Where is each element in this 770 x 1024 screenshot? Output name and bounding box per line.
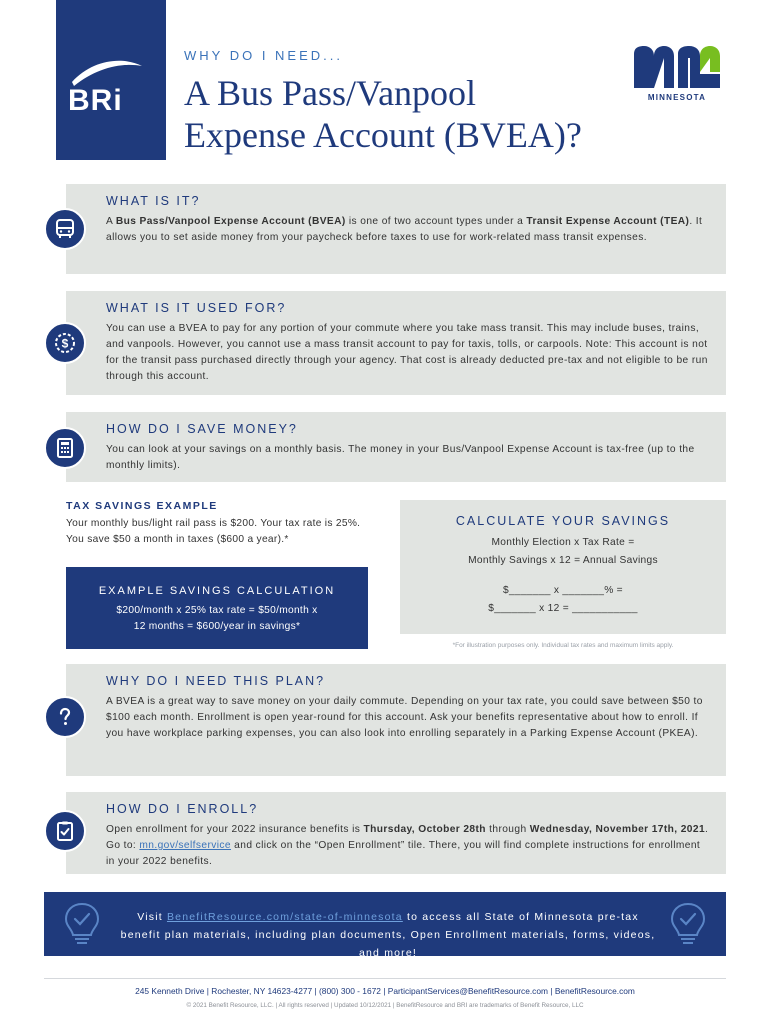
why-need-panel: [66, 664, 726, 776]
why-need-body: A BVEA is a great way to save money on your daily commute. Depending on your tax rate, you could save between $50 to $100 each month. Enrollment is open year-round for this account. Ask your benefits representative about how to enroll. If you have workplace parking expenses, you can also look into enrolling separately in a Parking Expense Account (PKEA).: [106, 696, 703, 739]
title-line-1: A Bus Pass/Vanpool: [184, 73, 477, 113]
question-mark-icon: [44, 696, 86, 738]
bold-segment: Bus Pass/Vanpool Expense Account (BVEA): [115, 216, 346, 227]
minnesota-logo-icon: [632, 44, 722, 90]
bri-logo: BRi: [68, 84, 123, 117]
used-for-body: You can use a BVEA to pay for any portion of your commute where you take mass transit. This may include buses, trains, and vanpools. However, you cannot use a mass transit account to pay for taxis, tolls, or carpools. Note: This account is not for the transit pass purchased directly through your agency. That cost is already deducted pre-tax and not eligible to be run through this account.: [106, 323, 708, 382]
save-money-body: You can look at your savings on a monthly basis. The money in your Bus/Vanpool Expense Account is tax-free (up to the monthly limits).: [106, 444, 695, 471]
save-money-panel: [66, 412, 726, 482]
resource-banner: [44, 892, 726, 959]
text-segment: Open enrollment for your 2022 insurance benefits is: [106, 824, 364, 835]
how-enroll-panel: [66, 792, 726, 874]
text-segment: and click on the “Open Enrollment” tile. There, you will find complete instructions for enrollment in your 2022 benefits.: [106, 840, 701, 867]
worksheet-line2: $_______ x 12 = ___________: [488, 603, 638, 614]
text-segment: through: [485, 824, 530, 835]
banner-text: [118, 908, 658, 962]
dollar-coin-icon: [44, 322, 86, 364]
calculate-savings-heading: CALCULATE YOUR SAVINGS: [455, 514, 671, 528]
calculate-savings-box: [400, 500, 726, 634]
text-segment: . Go to:: [106, 824, 709, 851]
page-kicker: WHY DO I NEED...: [184, 48, 343, 63]
text-segment: A: [106, 216, 116, 227]
lightbulb-check-icon: [668, 900, 708, 948]
used-for-panel: [66, 291, 726, 395]
example-calculation-line1: $200/month x 25% tax rate = $50/month x: [116, 605, 318, 616]
checklist-icon: [44, 810, 86, 852]
bold-segment: Thursday, October 28th: [363, 824, 486, 835]
tax-example-heading: TAX SAVINGS EXAMPLE: [66, 500, 218, 512]
text-segment: is one of two account types under a: [345, 216, 527, 227]
title-line-2: Expense Account (BVEA)?: [184, 115, 582, 155]
why-need-heading: WHY DO I NEED THIS PLAN?: [106, 674, 326, 688]
text-segment: to access all State of Minnesota pre-tax benefit plan materials, including plan documents, Open Enrollment materials, forms, videos, and more!: [120, 911, 656, 959]
bus-icon: [44, 208, 86, 250]
example-calculation-box: [66, 567, 368, 649]
svg-text:$: $: [61, 336, 69, 351]
worksheet-line1: $_______ x _______% =: [503, 585, 623, 596]
footer-copyright: © 2021 Benefit Resource, LLC. | All rights reserved | Updated 10/12/2021 | BenefitResource and BRI are trademarks of Benefit Resource, LLC: [186, 1002, 584, 1009]
calculator-icon: [44, 427, 86, 469]
how-enroll-heading: HOW DO I ENROLL?: [106, 802, 259, 816]
what-is-it-body: [106, 214, 712, 246]
footer-address: 245 Kenneth Drive | Rochester, NY 14623-4277 | (800) 300 - 1672 | ParticipantServices@BenefitResource.com | BenefitResource.com: [135, 986, 635, 996]
tax-example-body: Your monthly bus/light rail pass is $200. Your tax rate is 25%. You save $50 a month in taxes ($600 a year).*: [66, 518, 361, 545]
formula-line1: Monthly Election x Tax Rate =: [491, 537, 635, 548]
bold-segment: Transit Expense Account (TEA): [526, 216, 690, 227]
footer-divider: [44, 978, 726, 979]
used-for-heading: WHAT IS IT USED FOR?: [106, 301, 287, 315]
example-calculation-line2: 12 months = $600/year in savings*: [133, 621, 301, 632]
what-is-it-heading: WHAT IS IT?: [106, 194, 201, 208]
minnesota-logo-text: MINNESOTA: [647, 93, 707, 102]
formula-line2: Monthly Savings x 12 = Annual Savings: [468, 555, 658, 566]
example-calculation-heading: EXAMPLE SAVINGS CALCULATION: [98, 585, 336, 597]
lightbulb-check-icon: [62, 900, 102, 948]
how-enroll-body: [106, 822, 712, 870]
calculator-footnote: *For illustration purposes only. Individual tax rates and maximum limits apply.: [452, 642, 674, 649]
save-money-heading: HOW DO I SAVE MONEY?: [106, 422, 298, 436]
text-segment: . It allows you to set aside money from your paycheck before taxes to use for work-related mass transit expenses.: [106, 216, 703, 243]
what-is-it-panel: [66, 184, 726, 274]
benefitresource-link[interactable]: BenefitResource.com/state-of-minnesota: [166, 911, 403, 923]
selfservice-link[interactable]: mn.gov/selfservice: [139, 840, 231, 851]
bold-segment: Wednesday, November 17th, 2021: [529, 824, 706, 835]
text-segment: Visit: [137, 911, 167, 923]
page-title: [184, 72, 624, 156]
